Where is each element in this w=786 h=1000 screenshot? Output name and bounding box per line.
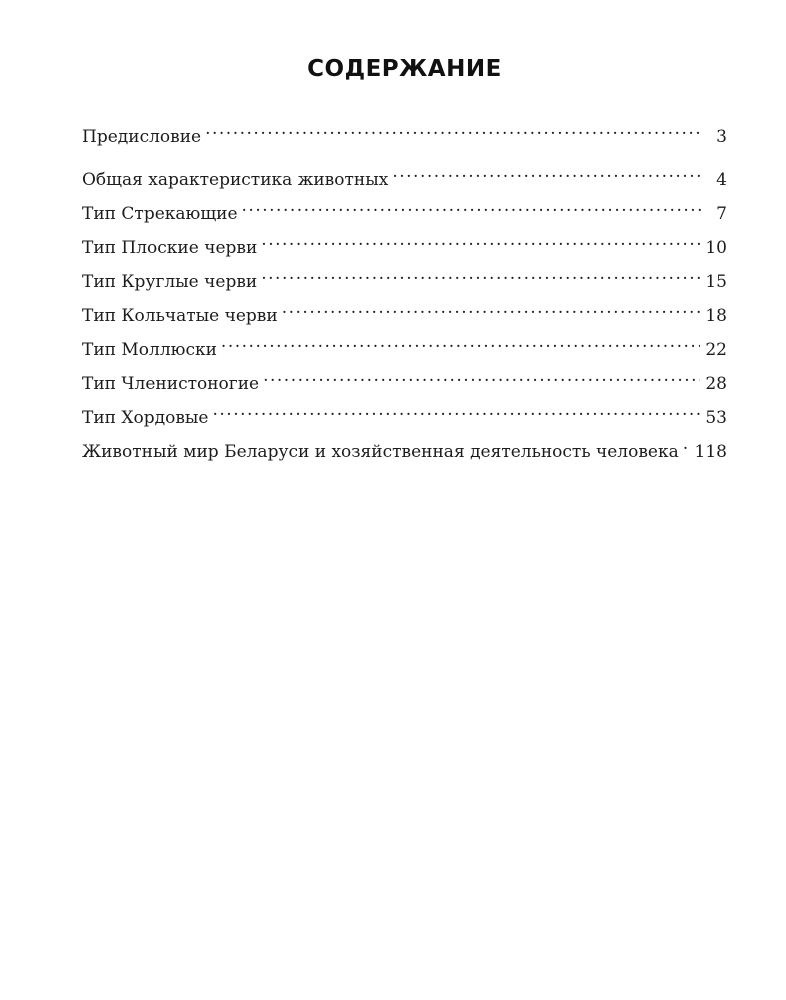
toc-entry-page: 22: [705, 340, 727, 360]
toc-leader-dots: [392, 159, 703, 185]
toc-leader-dots: [221, 329, 700, 355]
toc-entry: [82, 295, 727, 329]
toc-entry-page: 118: [694, 442, 727, 462]
toc-entry-label: Тип Круглые черви: [82, 272, 258, 292]
toc-entry-label: Тип Членистоногие: [82, 374, 260, 394]
toc-entry-page: 28: [705, 374, 727, 394]
toc-entry-label: Животный мир Беларуси и хозяйственная деятельность человека: [82, 442, 679, 462]
toc-entry-label: Предисловие: [82, 127, 202, 147]
table-of-contents: [82, 116, 727, 465]
toc-entry-page: 3: [716, 127, 727, 147]
toc-entry: [82, 397, 727, 431]
toc-entry-label: Тип Хордовые: [82, 408, 209, 428]
toc-leader-dots: [261, 261, 700, 287]
toc-entry-label: Тип Кольчатые черви: [82, 306, 278, 326]
toc-entry: [82, 116, 727, 150]
toc-entry: [82, 159, 727, 193]
toc-entry: [82, 261, 727, 295]
toc-entry: [82, 329, 727, 363]
toc-leader-dots: [683, 431, 690, 457]
toc-entry: [82, 431, 727, 465]
toc-entry-label: Тип Моллюски: [82, 340, 217, 360]
toc-entry-page: 53: [705, 408, 727, 428]
toc-leader-dots: [261, 227, 700, 253]
toc-entry-label: Общая характеристика животных: [82, 170, 389, 190]
toc-entry-label: Тип Плоские черви: [82, 238, 258, 258]
toc-leader-dots: [282, 295, 701, 321]
toc-leader-dots: [213, 397, 701, 423]
toc-entry-page: 15: [705, 272, 727, 292]
toc-entry-page: 10: [705, 238, 727, 258]
page-title: СОДЕРЖАНИЕ: [307, 56, 502, 82]
toc-entry-page: 7: [716, 204, 727, 224]
toc-leader-dots: [242, 193, 703, 219]
toc-entry-page: 18: [705, 306, 727, 326]
toc-entry-label: Тип Стрекающие: [82, 204, 238, 224]
toc-entry-page: 4: [716, 170, 727, 190]
toc-leader-dots: [263, 363, 700, 389]
toc-entry: [82, 227, 727, 261]
toc-entry: [82, 363, 727, 397]
toc-entry: [82, 193, 727, 227]
toc-leader-dots: [205, 116, 703, 142]
